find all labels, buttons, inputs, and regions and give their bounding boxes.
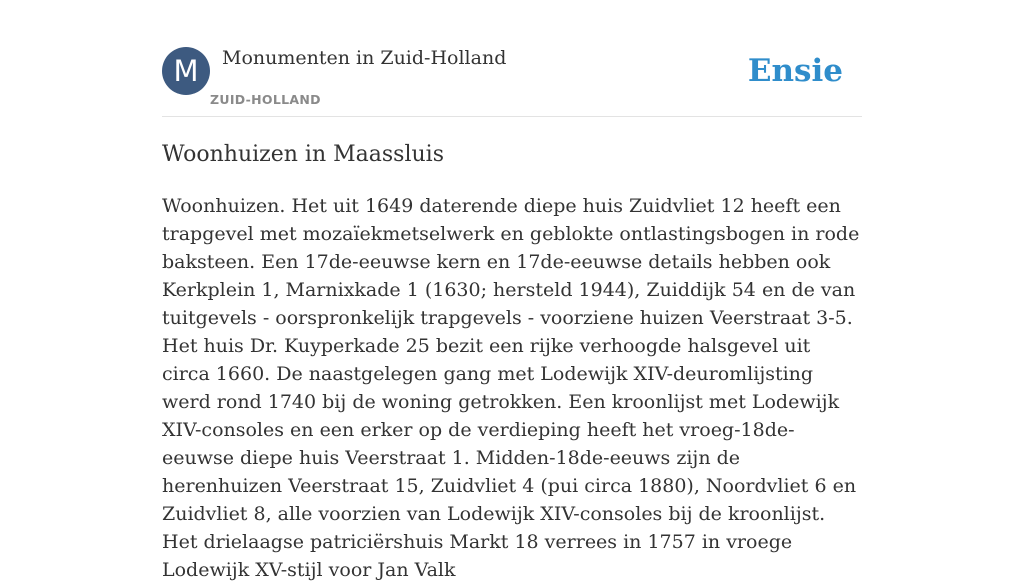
avatar[interactable]: M	[162, 47, 210, 95]
source-title[interactable]: Monumenten in Zuid-Holland	[222, 47, 507, 69]
source-category[interactable]: ZUID-HOLLAND	[210, 92, 321, 107]
source-header	[162, 46, 862, 117]
article-body: Woonhuizen. Het uit 1649 daterende diepe huis Zuidvliet 12 heeft een trapgevel met mozaïekmetselwerk en geblokte ontlastingsbogen in rode baksteen. Een 17de-eeuwse kern en 17de-eeuwse details hebben ook Kerkplein 1, Marnixkade 1 (1630; hersteld 1944), Zuiddijk 54 en de van tuitgevels - oorspronkelijk trapgevels - voorziene huizen Veerstraat 3-5. Het huis Dr. Kuyperkade 25 bezit een rijke verhoogde halsgevel uit circa 1660. De naastgelegen gang met Lodewijk XIV-deuromlijsting werd rond 1740 bij de woning getrokken. Een kroonlijst met Lodewijk XIV-consoles en een erker op de verdieping heeft het vroeg-18de-eeuwse diepe huis Veerstraat 1. Midden-18de-eeuws zijn de herenhuizen Veerstraat 15, Zuidvliet 4 (pui circa 1880), Noordvliet 6 en Zuidvliet 8, alle voorzien van Lodewijk XIV-consoles bij de kroonlijst. Het drielaagse patriciërshuis Markt 18 verrees in 1757 in vroege Lodewijk XV-stijl voor Jan Valk	[162, 195, 860, 581]
ensie-logo[interactable]: Ensie	[747, 53, 843, 89]
page-title: Woonhuizen in Maassluis	[162, 142, 444, 167]
